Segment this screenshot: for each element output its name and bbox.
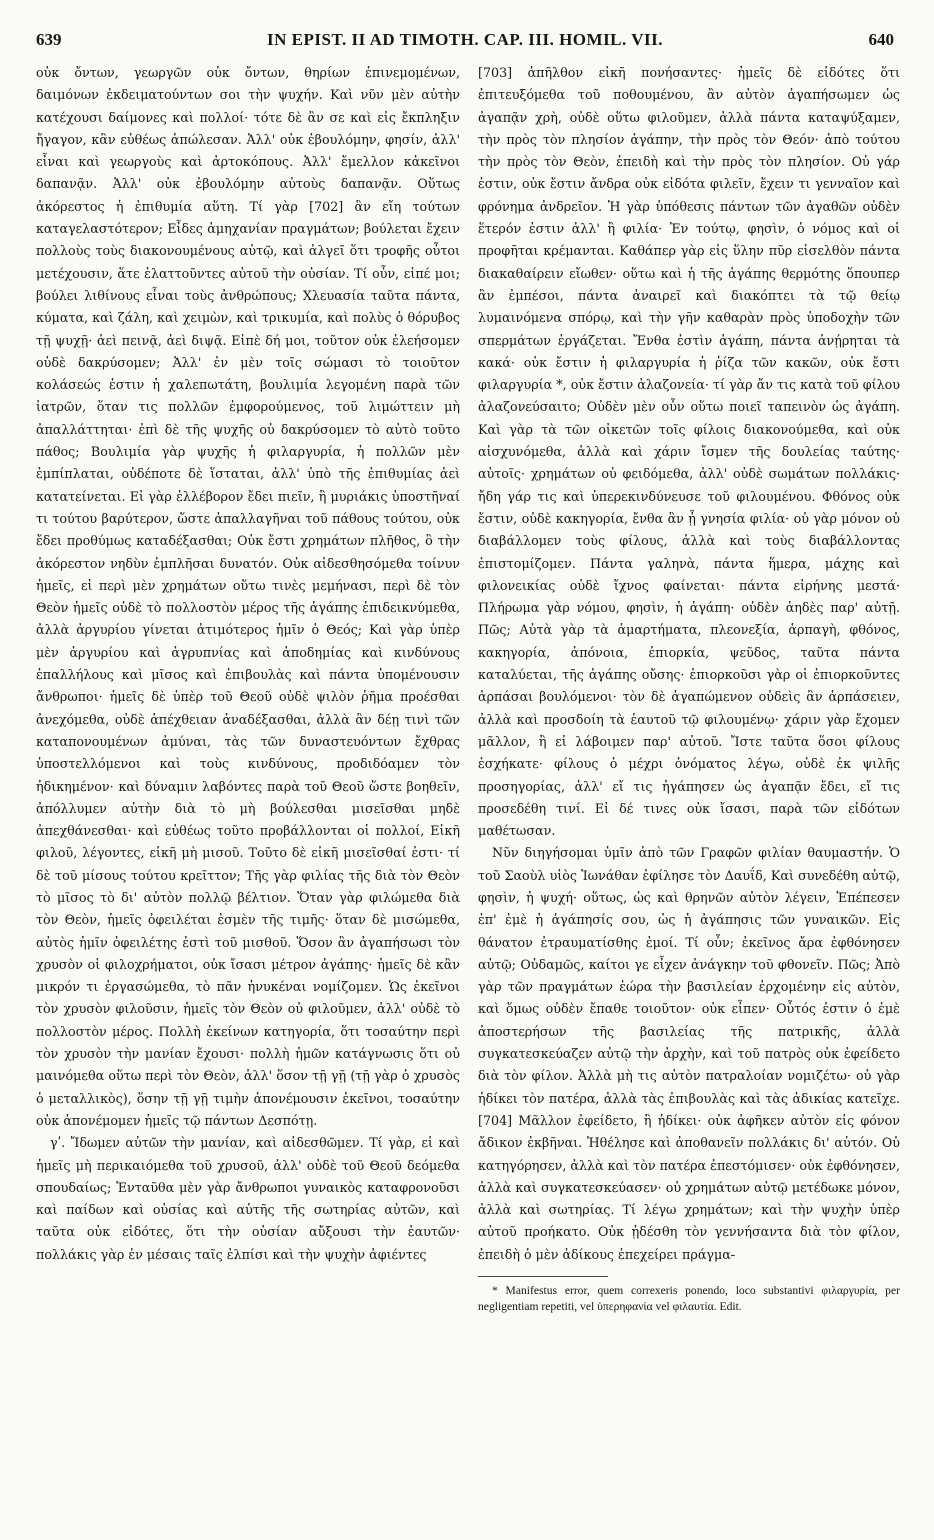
right-column	[478, 62, 900, 1314]
paragraph: οὐκ ὄντων, γεωργῶν οὐκ ὄντων, θηρίων ἐπινεμομένων, δαιμόνων ἐκδειματούντων σοι τὴν ψυχήν. Καὶ νῦν μὲν αὐτὴν κατέχουσι δαίμονες καὶ πολλοί· τότε δὲ ἂν σε καὶ εἰς ἔκπληξιν ἤγαγον, κἂν εὐθέως ἀπώλεσαν. Ἀλλ' οὐκ ἐβουλόμην, φησίν, ἀλλ' εἶναι καὶ γεωργοὺς καὶ ἀρτοκόπους. Ἀλλ' ἔμελλον κἀκεῖνοι δαπανᾷν. Ἀλλ' οὐκ ἐβουλόμην αὐτοὺς δαπανᾷν. Οὕτως ἀκόρεστος ἡ ἐπιθυμία αὕτη. Τί γὰρ [702] ἂν εἴη τούτων καταγελαστότερον; Εἶδες ἀμηχανίαν πραγμάτων; βούλεται ἔχειν πολλοὺς τοὺς διακονουμένους αὐτῷ, καὶ ἀλγεῖ ὅτι τροφῆς οὗτοι μετέχουσιν, ἅτε ἐλαττοῦντες αὐτοῦ τὴν οὐσίαν. Τί οὖν, εἰπέ μοι; βούλει λιθίνους εἶναι τοὺς ἀνθρώπους; Χλευασία ταῦτα πάντα, κύματα, καὶ ζάλη, καὶ χειμὼν, καὶ τρικυμία, καὶ πολὺς ὁ θόρυβος τῇ ψυχῇ· ἀεὶ πεινᾷ, ἀεὶ διψᾷ. Εἰπὲ δή μοι, τοῦτον οὐκ ἐλεήσομεν οὐδὲ δακρύσομεν; Ἀλλ' ἐν μὲν τοῖς σώμασι τὸ τοιοῦτον κολάσεώς ἐστιν ἡ χαλεπωτάτη, βουλιμία λεγομένη παρὰ τῶν ἰατρῶν, ὅταν τις πολλῶν ἐμφορούμενος, τοῦ λιμώττειν μὴ ἀπαλλάττηται· ἐπὶ δὲ τῆς ψυχῆς οὐ δακρύσομεν τὸ αὐτὸ τοῦτο πάθος; Βουλιμία γὰρ ψυχῆς ἡ φιλαργυρία, ἡ πολλῶν μὲν ἐμπίπλαται, οὐδέποτε δὲ ἵσταται, ἀλλ' ὑπὸ τῆς ἐπιθυμίας ἀεὶ κατατείνεται. Εἰ γὰρ ἐλλέβορον ἔδει πιεῖν, ἢ μυριάκις ὑποστῆναί τι τούτου βαρύτερον, ὥστε ἀπαλλαγῆναι τοῦ πάθους τούτου, οὐκ ἔδει προθύμως καταδέξασθαι; Οὐκ ἔστι χρημάτων πλῆθος, ὃ τὴν ἀκόρεστον νηδὺν ἐμπλῆσαι δυνατόν. Οὐκ αἰδεσθησόμεθα τοίνυν ἡμεῖς, εἰ περὶ μὲν χρημάτων οὕτω τινὲς μεμήνασι, περὶ δὲ τὸν Θεὸν ἡμεῖς οὐδὲ τὸ πολλοστὸν μέρος τῆς ἀγάπης ἐπιδεικνύμεθα, ἀλλὰ ἀργυρίου γίνεται ἀτιμότερος ἡμῖν ὁ Θεός; Καὶ γὰρ ὑπὲρ μὲν ἀργυρίου καὶ ἀγρυπνίας καὶ ἀποδημίας καὶ κινδύνους ἐπαλλήλους καὶ μῖσος καὶ ἐπιβουλὰς καὶ πάντα ὑπομένουσιν ἄνθρωποι· ἡμεῖς δὲ ὑπὲρ τοῦ Θεοῦ οὐδὲ ψιλὸν ῥῆμα προέσθαι ἀνεχόμεθα, οὐδὲ ἀπέχθειαν ἀναδέξασθαι, ἀλλὰ ἂν δέῃ τινὶ τῶν καταπονουμένων ἀμύναι, τὰς τῶν δυναστευόντων ἔχθρας ὑποστελλόμενοι καὶ τοὺς κινδύνους, προδιδόαμεν τὸν ἠδικημένον· καὶ δύναμιν λαβόντες παρὰ τοῦ Θεοῦ ὥστε βοηθεῖν, ἀπόλλυμεν αὐτὴν διὰ τὸ μὴ βούλεσθαι μισεῖσθαι μηδὲ ἀπεχθάνεσθαι· καὶ εὐθέως τοῦτο προβάλλονται οἱ πολλοί, Εἰκῆ φιλοῦ, λέγοντες, εἰκῆ μὴ μισοῦ. Τοῦτο δὲ εἰκῆ μισεῖσθαί ἐστι· τί δὲ τοῦ μίσους τούτου κρεῖττον; Τῆς γὰρ φιλίας τῆς διὰ τὸν Θεὸν τὸ μῖσος τὸ δι' αὐτὸν πολλῷ βέλτιον. Ὅταν γὰρ φιλώμεθα διὰ τὸν Θεὸν, ἡμεῖς ὀφειλέται ἐσμὲν τῆς τιμῆς· ὅταν δὲ μισώμεθα, αὐτὸς ἡμῖν ὀφειλέτης ἐστὶ τοῦ μισθοῦ. Ὅσον ἂν ἀγαπήσωσι τὸν χρυσὸν οἱ φιλοχρήματοι, οὐκ ἴσασι μέτρον ἀγάπης· ἡμεῖς δὲ κἂν μικρόν τι ἐργασώμεθα, τὸ πᾶν ἠνυκέναι νομίζομεν. Ὡς ἐκεῖνοι τὸν χρυσὸν φιλοῦσιν, ἡμεῖς τὸν Θεὸν οὐ φιλοῦμεν, ἀλλ' οὐδὲ τὸ πολλοστὸν μέρος. Πολλὴ ἐκείνων κατηγορία, ὅτι τοσαύτην περὶ τὸν χρυσὸν τὴν μανίαν ἔχουσι· πολλὴ ἡμῶν κατάγνωσις ὅτι οὐ μαινόμεθα οὕτω περὶ τὸν Θεὸν, ἀλλ' ὅσον τῇ γῇ (τῇ γὰρ ὁ χρυσὸς ὁ μεταλλικὸς), ὅσην τῇ γῇ τιμὴν ἀπονέμουσιν ἐκεῖνοι, τοσαύτην οὐκ ἀπονέμομεν ἡμεῖς τῷ πάντων Δεσπότῃ.	[36, 65, 460, 1128]
footnote-rule	[478, 1276, 608, 1283]
page-number-right: 640	[868, 30, 894, 49]
paragraph: [703] ἀπῆλθον εἰκῆ πονήσαντες· ἡμεῖς δὲ εἰδότες ὅτι ἐπιτευξόμεθα τοῦ ποθουμένου, ἂν αὐτὸν ἀγαπήσωμεν ὡς ἀγαπᾷν χρὴ, οὐδὲ οὕτω φιλοῦμεν, ἀλλὰ πάντα καταψύξαμεν, τὴν πρὸς τὸν πλησίον ἀγάπην, τὴν πρὸς τὸν Θεόν· ἀπὸ τούτου τὴν πρὸς τὸν Θεὸν, ἐπειδὴ καὶ τὴν πρὸς τὸν πλησίον. Οὐ γάρ ἐστιν, οὐκ ἔστιν ἄνδρα οὐκ εἰδότα φιλεῖν, ἔχειν τι γενναῖον καὶ φρόνημα ἀνδρεῖον. Ἡ γὰρ ὑπόθεσις πάντων τῶν ἀγαθῶν οὐδὲν ἕτερόν ἐστιν ἀλλ' ἢ φιλία· Ἐν τούτῳ, φησὶν, ὁ νόμος καὶ οἱ προφῆται κρέμανται. Καθάπερ γὰρ εἰς ὕλην πῦρ εἰσελθὸν πάντα διακαθαίρειν εἴωθεν· οὕτω καὶ ἡ τῆς ἀγάπης θερμότης ὅπουπερ ἂν ἐμπέσοι, πάντα ἀναιρεῖ καὶ διακόπτει τὰ τῷ θείῳ λυμαινόμενα σπόρῳ, καὶ τὴν γῆν καθαρὰν πρὸς ὑποδοχὴν τῶν σπερμάτων ἐργάζεται. Ἔνθα ἐστὶν ἀγάπη, πάντα ἀνῄρηται τὰ κακά· οὐκ ἔστιν ἡ φιλαργυρία ἡ ῥίζα τῶν κακῶν, οὐκ ἔστι φιλαργυρία *, οὐκ ἔστιν ἀλαζονεία· τί γὰρ ἄν τις κατὰ τοῦ φίλου ἀλαζονεύσαιτο; Οὐδὲν μὲν οὖν οὕτω ποιεῖ ταπεινὸν ὡς ἀγάπη. Καὶ γὰρ τὰ τῶν οἰκετῶν τοῖς φίλοις διακονούμεθα, καὶ οὐκ αἰσχυνόμεθα, ἀλλὰ καὶ χάριν ἴσμεν τῆς δουλείας ταύτης· αὐτοῖς· χρημάτων οὐ φειδόμεθα, ἀλλ' οὐδὲ σωμάτων πολλάκις· ἤδη γάρ τις καὶ ὑπερεκινδύνευσε τοῦ φιλουμένου. Φθόνος οὐκ ἔστιν, οὐδὲ κακηγορία, ἔνθα ἂν ᾖ γνησία φιλία· οὐ γὰρ μόνον οὐ διαβάλλομεν τοὺς φίλους, ἀλλὰ καὶ τοὺς διαβάλλοντας ἐπιστομίζομεν. Πάντα γαληνὰ, πάντα ἥμερα, μάχης καὶ φιλονεικίας οὐδὲ ἴχνος φαίνεται· πάντα εἰρήνης μεστά· Πλήρωμα γὰρ νόμου, φησὶν, ἡ ἀγάπη· οὐδὲν ἀηδὲς παρ' αὐτῇ. Πῶς; Αὐτὰ γὰρ τὰ ἁμαρτήματα, πλεονεξία, ἁρπαγὴ, φθόνος, κακηγορία, ἀπόνοια, ἐπιορκία, ψεῦδος, ταῦτα πάντα καταλύεται, τῆς ἀγάπης οὔσης· ἐπιορκοῦσι γὰρ οἱ ἐπιορκοῦντες ἁρπάσαι βουλόμενοι· τὸν δὲ ἀγαπώμενον οὐδεὶς ἂν ἁρπάσειεν, ἀλλὰ καὶ προσδοίη τὰ ἑαυτοῦ τῷ φιλουμένῳ· χάριν γὰρ ἔχομεν μᾶλλον, ἢ εἰ λάβοιμεν παρ' αὐτοῦ. Ἴστε ταῦτα ὅσοι φίλους ἐσχήκατε· φίλους ὁ μέχρι ὀνόματος λέγω, οὐδὲ ἐκ ψιλῆς προσηγορίας, ἀλλ' εἴ τις ἠγάπησεν ὡς ἀγαπᾷν ἔδει, εἴ τις προσεδέθη τινί. Εἰ δέ τινες οὐκ ἴσασι, παρὰ τῶν εἰδότων μαθέτωσαν.	[478, 65, 900, 839]
page-number-left: 639	[36, 30, 62, 49]
running-header	[36, 30, 894, 56]
left-column	[36, 62, 460, 1266]
footnote: * Manifestus error, quem correxeris ponendo, loco substantivi φιλαργυρία, per negligentiam repetiti, vel ὑπερηφανία vel φιλαυτία. Edit.	[478, 1284, 900, 1313]
paragraph: γʹ. Ἴδωμεν αὐτῶν τὴν μανίαν, καὶ αἰδεσθῶμεν. Τί γὰρ, εἰ καὶ ἡμεῖς μὴ περικαιόμεθα τοῦ χρυσοῦ, ἀλλ' οὐδὲ τοῦ Θεοῦ δεόμεθα σπουδαίως; Ἐνταῦθα μὲν γὰρ ἄνθρωποι γυναικὸς καταφρονοῦσι καὶ παίδων καὶ οὐσίας καὶ αὐτῆς τῆς σωτηρίας αὐτῶν, καὶ ταῦτα οὐκ εἰδότες, ὅτι τὴν οὐσίαν αὔξουσι τὴν ἑαυτῶν· πολλάκις γὰρ ἐν μέσαις ταῖς ἐλπίσι καὶ τὴν ψυχὴν ἀφιέντες	[36, 1135, 460, 1262]
paragraph: Νῦν διηγήσομαι ὑμῖν ἀπὸ τῶν Γραφῶν φιλίαν θαυμαστήν. Ὁ τοῦ Σαοὺλ υἱὸς Ἰωνάθαν ἐφίλησε τὸν Δαυΐδ, Καὶ συνεδέθη αὐτῷ, φησὶν, ἡ ψυχή· οὕτως, ὡς καὶ θρηνῶν αὐτὸν λέγειν, Ἐπέπεσεν ἐπ' ἐμὲ ἡ ἀγάπησίς σου, ὡς ἡ ἀγάπησις τῶν γυναικῶν. Εἰς θάνατον ἐτραυματίσθης ἐμοί. Τί οὖν; ἐκεῖνος ἄρα ἐφθόνησεν αὐτῷ; Οὐδαμῶς, καίτοι γε εἶχεν ἀνάγκην τοῦ φθονεῖν. Πῶς; Ἀπὸ γὰρ τῶν πραγμάτων ἑώρα τὴν βασιλείαν ἐρχομένην εἰς αὐτὸν, καὶ ὅμως οὐδὲν ἔπαθε τοιοῦτον· οὐκ εἶπεν· Οὗτός ἐστιν ὁ ἐμὲ ἀποστερήσων τῆς βασιλείας τῆς πατρικῆς, ἀλλὰ συγκατεσκεύαζεν αὐτῷ τὴν ἀρχὴν, καὶ τοῦ πατρὸς οὐκ ἐφείδετο διὰ τὸν φίλον. Ἀλλὰ μὴ τις αὐτὸν πατραλοίαν νομιζέτω· οὐ γὰρ ἠδίκει τὸν πατέρα, ἀλλὰ τὰς ἐπιβουλὰς καὶ τὰς ἀδικίας κατεῖχε. [704] Μᾶλλον ἐφείδετο, ἢ ἠδίκει· οὐκ ἀφῆκεν αὐτὸν εἰς φόνον ἄδικον ἐκβῆναι. Ἠθέλησε καὶ ἀποθανεῖν πολλάκις δι' αὐτόν. Οὐ κατηγόρησεν, ἀλλὰ καὶ τὸν πατέρα ἐπεστόμισεν· οὐκ ἐφθόνησεν, ἀλλὰ καὶ συγκατεσκεύασεν· οὐ χρημάτων αὐτῷ μετέδωκε μόνον, ἀλλὰ καὶ σωτηρίας. Τί λέγω χρημάτων; καὶ τὴν ψυχὴν ὑπὲρ αὐτοῦ προήκατο. Οὐκ ᾐδέσθη τὸν γεννήσαντα διὰ τὸν φίλον, ἐπειδὴ ὁ μὲν ἀδίκους ἐπεχείρει πράγμα-	[478, 845, 900, 1262]
running-title: IN EPIST. II AD TIMOTH. CAP. III. HOMIL. VII.	[267, 30, 663, 49]
